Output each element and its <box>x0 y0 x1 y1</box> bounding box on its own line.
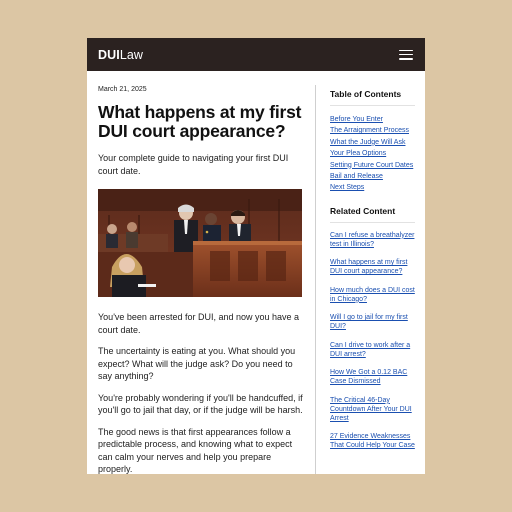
table-of-contents <box>330 114 415 194</box>
article-subtitle: Your complete guide to navigating your first DUI court date. <box>98 153 289 176</box>
article-paragraph: You're probably wondering if you'll be handcuffed, if you'll go to jail that day, or if the judge will be harsh. <box>98 392 303 415</box>
related-content <box>330 206 415 451</box>
article-main <box>87 71 315 474</box>
toc-link[interactable]: Setting Future Court Dates <box>330 161 414 169</box>
brand-rest: Law <box>119 47 144 62</box>
page-title: What happens at my first DUI court appearance? <box>98 102 302 141</box>
toc-link[interactable]: Before You Enter <box>330 116 383 123</box>
toc-link[interactable]: What the Judge Will Ask <box>330 138 406 146</box>
article-page <box>87 38 425 474</box>
toc-divider <box>330 105 415 106</box>
article-paragraph: You've been arrested for DUI, and now you have a court date. <box>98 312 300 335</box>
related-heading: Related Content <box>330 205 396 216</box>
article-body <box>98 311 305 474</box>
toc-link[interactable]: The Arraignment Process <box>330 127 409 135</box>
related-link[interactable]: What happens at my first DUI court appearance? <box>330 259 408 276</box>
courtroom-photo <box>98 189 302 297</box>
site-logo[interactable] <box>98 48 143 62</box>
related-link[interactable]: The Critical 46-Day Countdown After Your DUI Arrest <box>330 396 412 422</box>
article-paragraph: The good news is that first appearances follow a predictable process, and knowing what to expect can calm your nerves and help you prepare properly. <box>98 426 293 474</box>
related-link[interactable]: 27 Evidence Weaknesses That Could Help Your Case <box>330 433 415 450</box>
toc-link[interactable]: Your Plea Options <box>330 150 387 158</box>
publish-date: March 21, 2025 <box>98 86 147 93</box>
related-link[interactable]: How much does a DUI cost in Chicago? <box>330 286 415 303</box>
related-link[interactable]: How We Got a 0.12 BAC Case Dismissed <box>330 369 408 386</box>
related-link[interactable]: Will I go to jail for my first DUI? <box>330 314 408 331</box>
toc-heading: Table of Contents <box>330 89 402 99</box>
hamburger-menu-icon[interactable] <box>399 50 413 60</box>
brand-bold: DUI <box>98 47 120 62</box>
related-link[interactable]: Can I refuse a breathalyzer test in Illinois? <box>330 231 415 248</box>
related-divider <box>330 222 415 223</box>
article-paragraph: The uncertainty is eating at you. What should you expect? What will the judge ask? Do you need to say anything? <box>98 346 296 381</box>
top-navigation-bar <box>87 38 425 71</box>
toc-link[interactable]: Bail and Release <box>330 173 383 181</box>
related-link[interactable]: Can I drive to work after a DUI arrest? <box>330 341 411 358</box>
toc-link[interactable]: Next Steps <box>330 184 365 192</box>
sidebar <box>316 71 425 474</box>
